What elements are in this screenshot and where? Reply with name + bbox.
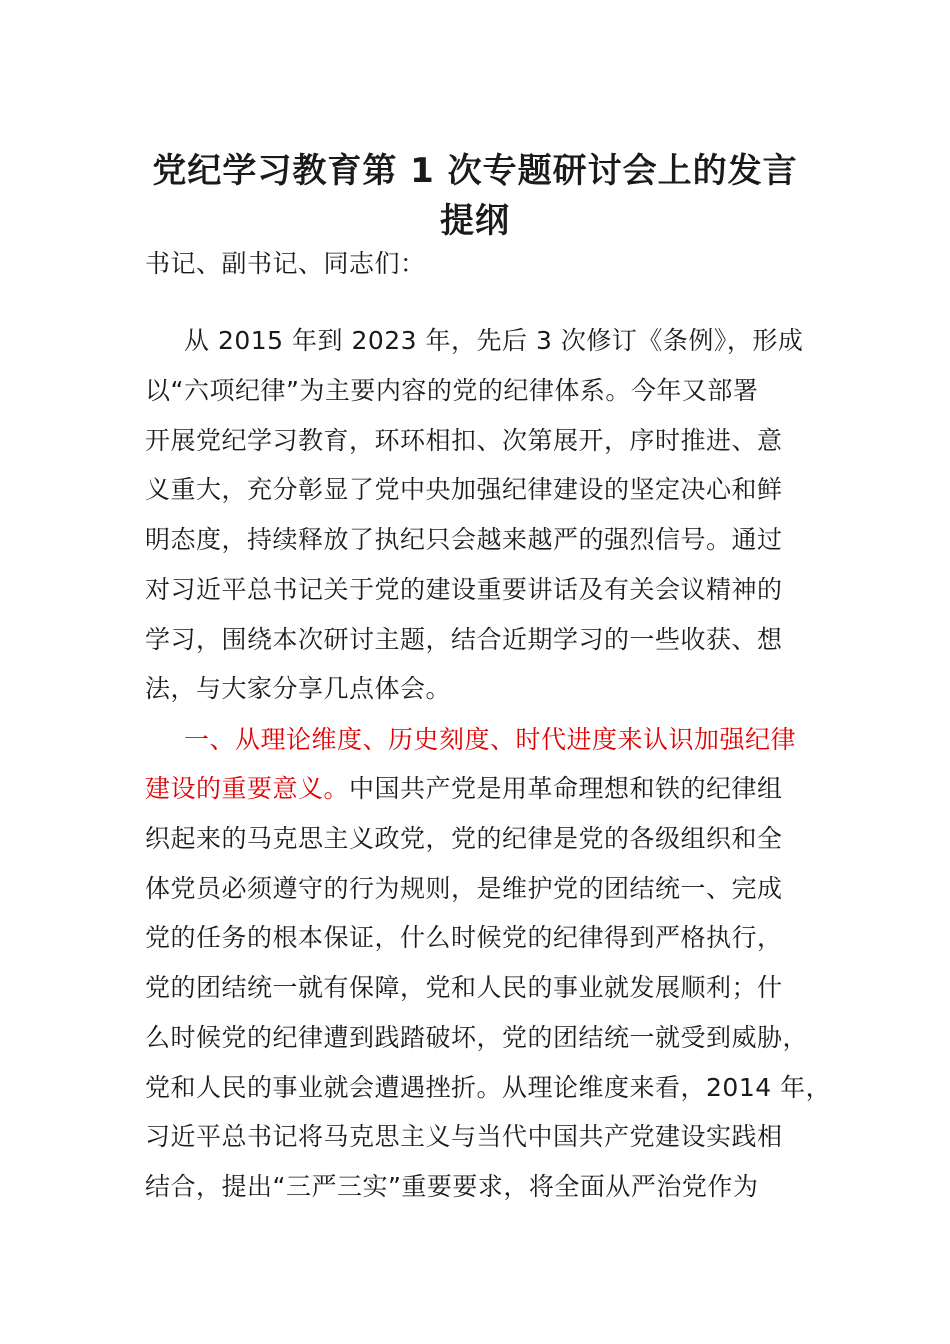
paragraph-line: 义重大，充分彰显了党中央加强纪律建设的坚定决心和鲜 <box>145 475 783 504</box>
paragraph-line: 学习，围绕本次研讨主题，结合近期学习的一些收获、想 <box>145 625 783 654</box>
section-heading-line-2: 建设的重要意义。 <box>145 774 350 803</box>
paragraph-line: 对习近平总书记关于党的建设重要讲话及有关会议精神的 <box>145 575 783 604</box>
section-line: 么时候党的纪律遭到践踏破坏，党的团结统一就受到威胁， <box>145 1023 809 1052</box>
paragraph-line: 从 2015 年到 2023 年，先后 3 次修订《条例》，形成 <box>184 326 804 355</box>
section-line: 党的任务的根本保证，什么时候党的纪律得到严格执行， <box>145 923 783 952</box>
paragraph-line: 明态度，持续释放了执纪只会越来越严的强烈信号。通过 <box>145 525 783 554</box>
greeting: 书记、副书记、同志们： <box>145 249 426 278</box>
section-line: 习近平总书记将马克思主义与当代中国共产党建设实践相 <box>145 1122 783 1151</box>
section-line: 结合，提出“三严三实”重要要求，将全面从严治党作为 <box>145 1172 759 1201</box>
document-title-line-1: 党纪学习教育第 1 次专题研讨会上的发言 <box>152 151 798 191</box>
section-line: 党和人民的事业就会遭遇挫折。从理论维度来看，2014 年， <box>145 1073 832 1102</box>
paragraph-line: 开展党纪学习教育，环环相扣、次第展开，序时推进、意 <box>145 426 783 455</box>
paragraph-line: 以“六项纪律”为主要内容的党的纪律体系。今年又部署 <box>145 376 759 405</box>
section-heading-line-1: 一、从理论维度、历史刻度、时代进度来认识加强纪律 <box>184 725 797 754</box>
section-line: 体党员必须遵守的行为规则，是维护党的团结统一、完成 <box>145 874 783 903</box>
paragraph-line: 法，与大家分享几点体会。 <box>145 674 452 703</box>
section-line: 党的团结统一就有保障，党和人民的事业就发展顺利；什 <box>145 973 783 1002</box>
document-title-line-2: 提纲 <box>440 201 510 241</box>
section-body-start: 中国共产党是用革命理想和铁的纪律组 <box>349 774 783 803</box>
section-line: 织起来的马克思主义政党，党的纪律是党的各级组织和全 <box>145 824 783 853</box>
section-heading-line-2-wrapper <box>145 771 783 807</box>
